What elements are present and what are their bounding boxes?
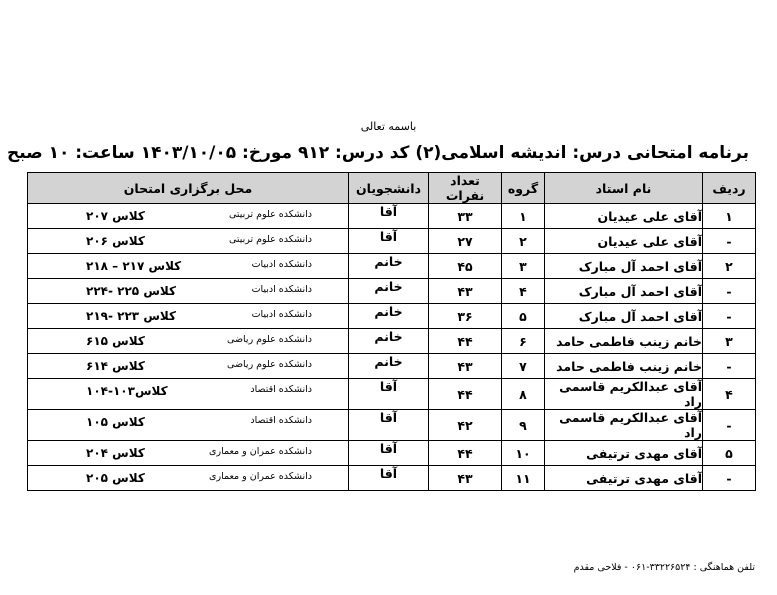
students-gender-cell: خانم [349,329,429,354]
faculty-name: دانشکده ادبیات [251,284,312,295]
group-cell: ۱۱ [502,466,545,491]
table-header-row [28,173,756,204]
student-count-cell: ۴۴ [429,329,502,354]
student-count-cell: ۴۳ [429,279,502,304]
teacher-name-cell: خانم زینب فاطمی حامد [545,354,703,379]
table-row [28,410,756,441]
group-cell: ۵ [502,304,545,329]
students-gender-cell: آقا [349,204,429,229]
classroom-name: کلاس ۲۲۳ -۲۱۹ [86,309,176,323]
classroom-name: کلاس ۲۱۷ – ۲۱۸ [86,259,182,273]
group-cell: ۳ [502,254,545,279]
faculty-name: دانشکده علوم تربیتی [228,209,312,220]
row-number-cell: - [703,410,756,441]
table-row [28,329,756,354]
table-row [28,204,756,229]
student-count-cell: ۴۴ [429,379,502,410]
teacher-name-cell: آقای عبدالکریم قاسمی راد [545,379,703,410]
column-header-teacher: نام استاد [545,173,703,204]
group-cell: ۱۰ [502,441,545,466]
exam-location-cell [28,379,349,410]
teacher-name-cell: آقای علی عیدیان [545,204,703,229]
exam-location-cell [28,354,349,379]
exam-location-cell [28,204,349,229]
group-cell: ۱ [502,204,545,229]
group-cell: ۶ [502,329,545,354]
faculty-name: دانشکده اقتصاد [250,384,312,395]
faculty-name: دانشکده عمران و معماری [209,446,312,457]
column-header-students: دانشجویان [349,173,429,204]
classroom-name: کلاس ۶۱۴ [86,359,145,373]
table-row [28,229,756,254]
classroom-name: کلاس ۱۰۵ [86,415,145,429]
column-header-row-number: ردیف [703,173,756,204]
row-number-cell: ۵ [703,441,756,466]
students-gender-cell: آقا [349,379,429,410]
classroom-name: کلاس۱۰۳-۱۰۴ [86,384,168,398]
classroom-name: کلاس ۲۰۴ [86,446,145,460]
faculty-name: دانشکده عمران و معماری [209,471,312,482]
exam-location-cell [28,279,349,304]
students-gender-cell: خانم [349,254,429,279]
row-number-cell: ۲ [703,254,756,279]
teacher-name-cell: آقای مهدی ترتیفی [545,466,703,491]
row-number-cell: - [703,354,756,379]
table-row [28,466,756,491]
teacher-name-cell: آقای علی عیدیان [545,229,703,254]
exam-location-cell [28,466,349,491]
exam-location-cell [28,410,349,441]
student-count-cell: ۳۶ [429,304,502,329]
classroom-name: کلاس ۶۱۵ [86,334,145,348]
classroom-name: کلاس ۲۰۵ [86,471,145,485]
teacher-name-cell: آقای احمد آل مبارک [545,304,703,329]
classroom-name: کلاس ۲۰۷ [86,209,145,223]
table-row [28,441,756,466]
row-number-cell: - [703,466,756,491]
table-row [28,304,756,329]
teacher-name-cell: آقای احمد آل مبارک [545,254,703,279]
classroom-name: کلاس ۲۰۶ [86,234,145,248]
table-row [28,254,756,279]
row-number-cell: ۳ [703,329,756,354]
table-row [28,379,756,410]
student-count-cell: ۴۳ [429,466,502,491]
exam-location-cell [28,441,349,466]
faculty-name: دانشکده علوم تربیتی [228,234,312,245]
students-gender-cell: آقا [349,441,429,466]
group-cell: ۸ [502,379,545,410]
basmala-heading: باسمه تعالی [360,120,417,133]
students-gender-cell: خانم [349,354,429,379]
faculty-name: دانشکده ادبیات [251,259,312,270]
row-number-cell: - [703,304,756,329]
students-gender-cell: آقا [349,466,429,491]
page-title: برنامه امتحانی درس: اندیشه اسلامی(۲) کد درس: ۹۱۲ مورخ: ۱۴۰۳/۱۰/۰۵ ساعت: ۱۰ صبح [7,143,749,163]
row-number-cell: - [703,229,756,254]
students-gender-cell: خانم [349,279,429,304]
classroom-name: کلاس ۲۲۵ -۲۲۴ [86,284,176,298]
group-cell: ۲ [502,229,545,254]
column-header-group: گروه [502,173,545,204]
faculty-name: دانشکده علوم ریاضی [227,359,312,370]
table-row [28,354,756,379]
faculty-name: دانشکده اقتصاد [250,415,312,426]
row-number-cell: ۴ [703,379,756,410]
column-header-count: تعداد نفرات [429,173,502,204]
group-cell: ۹ [502,410,545,441]
student-count-cell: ۳۳ [429,204,502,229]
teacher-name-cell: خانم زینب فاطمی حامد [545,329,703,354]
student-count-cell: ۴۲ [429,410,502,441]
exam-location-cell [28,304,349,329]
student-count-cell: ۴۵ [429,254,502,279]
student-count-cell: ۲۷ [429,229,502,254]
teacher-name-cell: آقای عبدالکریم قاسمی راد [545,410,703,441]
students-gender-cell: آقا [349,229,429,254]
faculty-name: دانشکده علوم ریاضی [227,334,312,345]
group-cell: ۷ [502,354,545,379]
exam-location-cell [28,329,349,354]
students-gender-cell: خانم [349,304,429,329]
row-number-cell: ۱ [703,204,756,229]
teacher-name-cell: آقای مهدی ترتیفی [545,441,703,466]
table-row [28,279,756,304]
exam-schedule-table [27,172,756,491]
contact-footer: تلفن هماهنگی : ۳۳۲۲۶۵۲۴-۰۶۱ - فلاحی مقدم [573,562,755,573]
column-header-location: محل برگزاری امتحان [28,173,349,204]
students-gender-cell: آقا [349,410,429,441]
faculty-name: دانشکده ادبیات [251,309,312,320]
group-cell: ۴ [502,279,545,304]
student-count-cell: ۴۳ [429,354,502,379]
teacher-name-cell: آقای احمد آل مبارک [545,279,703,304]
exam-location-cell [28,254,349,279]
exam-location-cell [28,229,349,254]
student-count-cell: ۴۴ [429,441,502,466]
row-number-cell: - [703,279,756,304]
